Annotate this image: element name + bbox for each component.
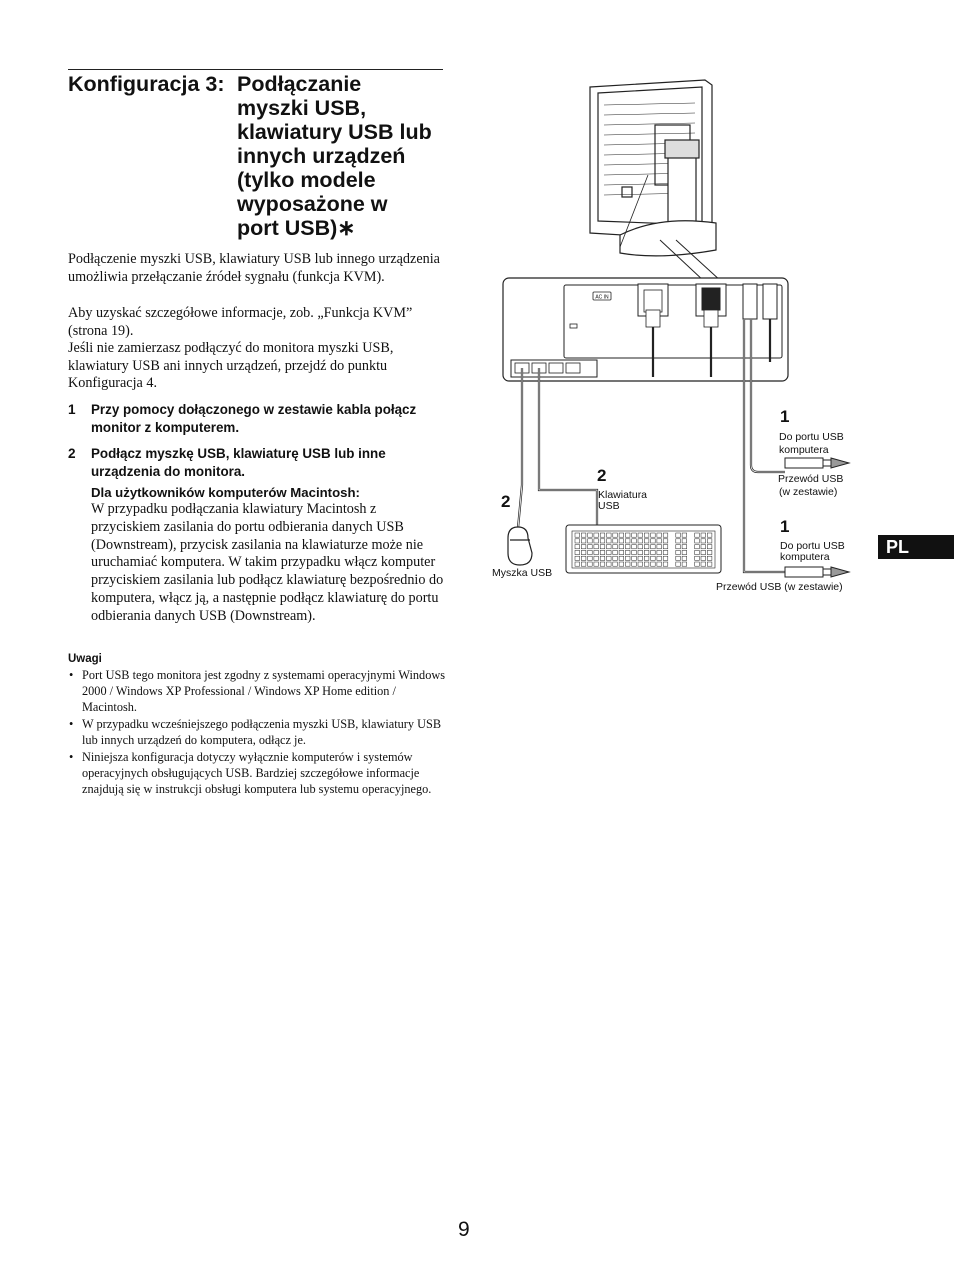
language-tab: PL (878, 535, 954, 559)
keyboard-key (695, 556, 700, 560)
keyboard-key (676, 562, 681, 566)
keyboard-key (657, 539, 662, 543)
keyboard-key (695, 533, 700, 537)
keyboard-key (588, 550, 593, 554)
keyboard-key (657, 545, 662, 549)
keyboard-key (607, 562, 612, 566)
keyboard-key (638, 562, 643, 566)
keyboard-key (701, 556, 706, 560)
keyboard-key (588, 533, 593, 537)
keyboard-key (657, 562, 662, 566)
keyboard-key (644, 545, 649, 549)
keyboard-key (613, 556, 618, 560)
keyboard-key (657, 550, 662, 554)
keyboard-key (575, 556, 580, 560)
notes-list (68, 667, 446, 797)
title-lines (237, 72, 452, 240)
connection-diagram (480, 75, 860, 600)
keyboard-key (663, 533, 668, 537)
keyboard-key (607, 533, 612, 537)
keyboard-key (619, 562, 624, 566)
keyboard-key (651, 556, 656, 560)
title-line: myszki USB, (237, 96, 367, 120)
keyboard-key (638, 533, 643, 537)
keyboard-key (682, 556, 687, 560)
keyboard-key (651, 539, 656, 543)
keyboard-key (638, 539, 643, 543)
keyboard-key (638, 556, 643, 560)
keyboard-key (613, 550, 618, 554)
usb-port-label: komputera (779, 444, 829, 456)
keyboard-key (581, 533, 586, 537)
keyboard-key (600, 562, 605, 566)
keyboard-key (619, 545, 624, 549)
keyboard-key (613, 539, 618, 543)
intro-paragraph: Aby uzyskać szczegółowe informacje, zob. „Funkcja KVM” (strona 19). (68, 305, 413, 339)
title-rule (68, 69, 443, 70)
keyboard-key (588, 545, 593, 549)
mouse-illustration (508, 527, 532, 565)
keyboard-key (701, 550, 706, 554)
keyboard-key (707, 545, 712, 549)
keyboard-key (676, 556, 681, 560)
monitor-illustration (590, 80, 716, 256)
title-line: wyposażone w (237, 192, 388, 216)
keyboard-key (613, 545, 618, 549)
keyboard-key (676, 550, 681, 554)
intro-paragraph: Jeśli nie zamierzasz podłączyć do monitora myszki USB, klawiatury USB ani innych urządzeń, przejdź do punktu Konfiguracja 4. (68, 340, 394, 392)
keyboard-key (594, 562, 599, 566)
keyboard-key (625, 562, 630, 566)
keyboard-key (632, 550, 637, 554)
step-marker: 2 (597, 466, 607, 485)
keyboard-key (619, 533, 624, 537)
keyboard-key (625, 556, 630, 560)
keyboard-key (644, 539, 649, 543)
step-number: 1 (68, 402, 76, 417)
title-line: port USB)∗ (237, 216, 356, 240)
keyboard-key (581, 539, 586, 543)
keyboard-key (600, 545, 605, 549)
keyboard-key (657, 533, 662, 537)
keyboard-key (600, 533, 605, 537)
keyboard-key (588, 539, 593, 543)
keyboard-key (632, 533, 637, 537)
note-item: • W przypadku wcześniejszego podłączenia myszki USB, klawiatury USB lub innych urządzeń do komputera, odłącz je. (68, 716, 446, 748)
steps-list (68, 401, 446, 489)
keyboard-key (632, 556, 637, 560)
keyboard-label: USB (598, 500, 620, 512)
keyboard-key (644, 533, 649, 537)
keyboard-key (663, 539, 668, 543)
mac-body: W przypadku podłączania klawiatury Macintosh z przyciskiem zasilania do portu odbierania danych USB (Downstream), przycisk zasilania na klawiaturze może nie uruchamiać komputera. W takim przypadku włącz komputer przyciskiem zasilania lub podłącz klawiaturę bezpośrednio do komputera, włącz ją, a następnie podłącz klawiaturę do portu odbierania danych USB (Downstream). (91, 501, 444, 624)
title-line: Podłączanie (237, 72, 362, 96)
keyboard-key (682, 539, 687, 543)
keyboard-key (651, 545, 656, 549)
step-marker: 1 (780, 517, 790, 536)
step-text: Przy pomocy dołączonego w zestawie kabla połącz monitor z komputerem. (91, 402, 417, 435)
usb-plug-arrow-icon (785, 458, 849, 468)
keyboard-key (651, 550, 656, 554)
intro-paragraph: Podłączenie myszki USB, klawiatury USB lub innego urządzenia umożliwia przełączanie źródeł sygnału (funkcja KVM). (68, 251, 440, 285)
keyboard-key (663, 562, 668, 566)
title-line: (tylko modele (237, 168, 376, 192)
keyboard-key (607, 550, 612, 554)
keyboard-illustration (566, 525, 721, 573)
keyboard-key (575, 539, 580, 543)
page-number: 9 (458, 1218, 470, 1241)
keyboard-key (701, 533, 706, 537)
keyboard-key (682, 550, 687, 554)
keyboard-key (594, 533, 599, 537)
mouse-label: Myszka USB (492, 567, 553, 579)
keyboard-key (581, 562, 586, 566)
keyboard-key (600, 556, 605, 560)
keyboard-key (594, 550, 599, 554)
step-item (68, 445, 446, 480)
keyboard-key (676, 545, 681, 549)
mac-section (91, 484, 447, 626)
keyboard-key (575, 545, 580, 549)
step-marker: 1 (780, 407, 790, 426)
keyboard-label: Klawiatura (598, 489, 648, 501)
keyboard-key (619, 556, 624, 560)
keyboard-key (632, 545, 637, 549)
keyboard-key (625, 533, 630, 537)
keyboard-key (676, 539, 681, 543)
step-item (68, 401, 446, 436)
keyboard-key (663, 550, 668, 554)
step-marker: 2 (501, 492, 511, 511)
keyboard-key (663, 545, 668, 549)
keyboard-key (619, 550, 624, 554)
usb-port-label: Do portu USB (780, 540, 845, 552)
title-line: klawiatury USB lub (237, 120, 432, 144)
keyboard-key (707, 556, 712, 560)
usb-plug-arrow-icon (785, 567, 849, 577)
keyboard-key (581, 556, 586, 560)
keyboard-key (707, 533, 712, 537)
keyboard-key (701, 545, 706, 549)
keyboard-key (657, 556, 662, 560)
keyboard-key (625, 539, 630, 543)
keyboard-key (607, 545, 612, 549)
keyboard-key (695, 562, 700, 566)
step-text: Podłącz myszkę USB, klawiaturę USB lub inne urządzenia do monitora. (91, 446, 386, 479)
notes-section (68, 652, 446, 797)
keyboard-key (594, 556, 599, 560)
keyboard-key (682, 545, 687, 549)
ac-in-label: AC IN (595, 294, 609, 301)
keyboard-key (676, 533, 681, 537)
keyboard-key (695, 539, 700, 543)
notes-title: Uwagi (68, 653, 102, 665)
keyboard-key (588, 562, 593, 566)
keyboard-key (588, 556, 593, 560)
keyboard-key (644, 556, 649, 560)
mac-heading: Dla użytkowników komputerów Macintosh: (91, 485, 360, 500)
keyboard-key (575, 533, 580, 537)
usb-port-label: Do portu USB (779, 431, 844, 443)
keyboard-key (607, 539, 612, 543)
keyboard-key (638, 545, 643, 549)
keyboard-key (695, 550, 700, 554)
keyboard-key (701, 539, 706, 543)
keyboard-key (594, 539, 599, 543)
keyboard-key (625, 550, 630, 554)
keyboard-key (682, 562, 687, 566)
keyboard-key (600, 550, 605, 554)
keyboard-key (632, 562, 637, 566)
keyboard-key (632, 539, 637, 543)
keyboard-key (707, 539, 712, 543)
keyboard-key (575, 550, 580, 554)
keyboard-key (651, 562, 656, 566)
keyboard-key (707, 562, 712, 566)
keyboard-key (638, 550, 643, 554)
step-number: 2 (68, 446, 76, 462)
keyboard-key (625, 545, 630, 549)
keyboard-key (707, 550, 712, 554)
keyboard-key (682, 533, 687, 537)
keyboard-key (644, 562, 649, 566)
keyboard-key (613, 533, 618, 537)
keyboard-key (600, 539, 605, 543)
keyboard-key (581, 545, 586, 549)
keyboard-key (701, 562, 706, 566)
keyboard-key (575, 562, 580, 566)
keyboard-key (663, 556, 668, 560)
keyboard-key (651, 533, 656, 537)
keyboard-key (607, 556, 612, 560)
keyboard-key (613, 562, 618, 566)
keyboard-key (594, 545, 599, 549)
title-prefix: Konfiguracja 3: (68, 72, 225, 96)
note-item: • Niniejsza konfiguracja dotyczy wyłącznie komputerów i systemów operacyjnych obsługujących USB. Bardziej szczegółowe informacje znajdują się w instrukcji obsługi komputera lub systemu operacyjnego. (68, 749, 446, 797)
connector-panel (503, 278, 788, 381)
usb-port-label: komputera (780, 551, 830, 563)
keyboard-key (619, 539, 624, 543)
usb-cable-label: (w zestawie) (779, 486, 838, 498)
usb-cable-label: Przewód USB (778, 473, 844, 485)
keyboard-key (644, 550, 649, 554)
note-item: • Port USB tego monitora jest zgodny z systemami operacyjnymi Windows 2000 / Windows XP Professional / Windows XP Home edition / Macintosh. (68, 667, 446, 715)
keyboard-key (695, 545, 700, 549)
keyboard-key (581, 550, 586, 554)
usb-cable-label: Przewód USB (w zestawie) (716, 581, 843, 593)
title-line: innych urządzeń (237, 144, 406, 168)
